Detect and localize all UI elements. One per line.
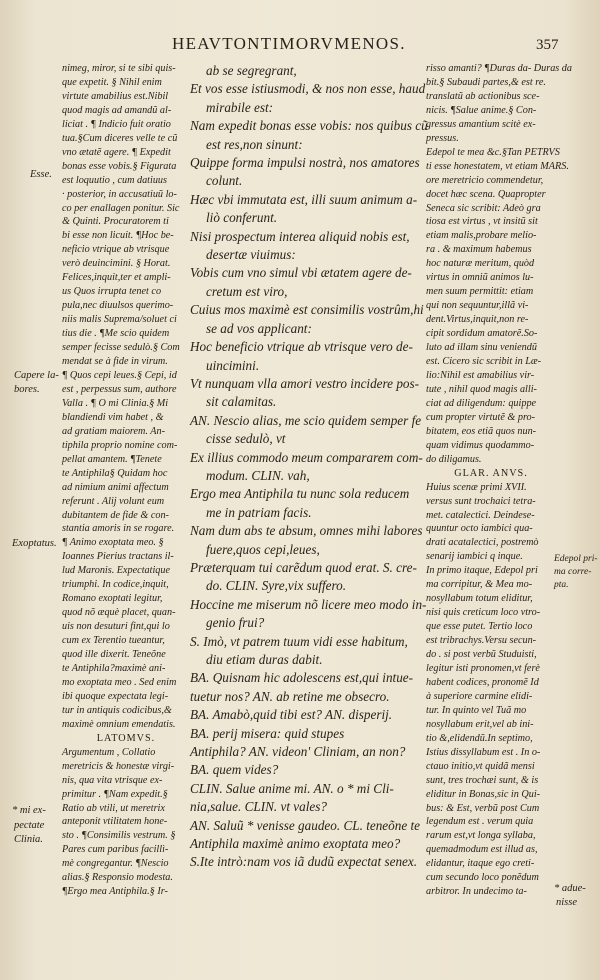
commentary-line: primitur . ¶Nam expedit.§: [62, 788, 168, 800]
commentary-line: ciat ad diligendum: quippe: [426, 397, 537, 409]
commentary-line: pula,nec diuulsos querimo-: [62, 300, 174, 312]
commentary-line: ctauo initio,vt quidã mensi: [426, 760, 535, 772]
commentary-line: nimeg, miror, si te sibi quis-: [62, 63, 176, 74]
verse-line: do. CLIN. Syre,vix suffero.: [206, 578, 347, 594]
commentary-line: semper fecisse sedulò.§ Com: [62, 342, 180, 354]
verse-line: diu etiam duras dabit.: [206, 652, 323, 667]
commentary-line: est loquutio , cum datiuus: [62, 174, 167, 186]
verse-line: Ergo mea Antiphila tu nunc sola reducem: [190, 486, 410, 502]
commentary-line: Pares cum paribus facillì-: [62, 844, 169, 856]
margin-note: Exoptatus.: [12, 538, 57, 549]
verse-line: nia,salue. CLIN. vt vales?: [190, 799, 327, 815]
commentary-line: mo exoptata meo . Sed enim: [62, 676, 177, 688]
verse-line: Nisi prospectum interea aliquid nobis est,: [190, 228, 410, 244]
commentary-line: bi esse non licuit. ¶Hoc be-: [62, 230, 174, 242]
commentary-line: gressus amantium scitè ex-: [426, 118, 536, 130]
margin-note: Esse.: [30, 169, 52, 180]
commentary-line: Felices,inquit,ter et ampli-: [62, 272, 171, 284]
commentary-line: stantia amoris in se rogare.: [62, 523, 175, 535]
verse-line: Antiphila? AN. videon' Cliniam, an non?: [190, 744, 406, 760]
commentary-line: legendum est . verum quia: [426, 816, 534, 828]
verse-line: se ad vos applicant:: [206, 320, 312, 336]
page-number: 357: [536, 37, 559, 53]
commentary-line: dubitantem de fide & con-: [62, 509, 169, 521]
commentary-line: bus: & Est, verbũ post Cum: [426, 802, 540, 814]
commentary-line: hoc naturæ meritum, quòd: [426, 258, 535, 270]
commentary-line: tiphila proprio nomine com-: [62, 439, 178, 451]
commentary-line: est , perpessus sum, authore: [62, 383, 177, 395]
commentary-line: tur. In quinto vel Tuã mo: [426, 704, 527, 716]
commentary-line: do . si post verbũ Studuisti,: [426, 649, 537, 661]
commentary-line: quemadmodum est illud as,: [426, 844, 538, 856]
commentary-line: tur in antiquis codicibus,&: [62, 704, 172, 716]
verse-line: Præterquam tui carẽdum quod erat. S. cre-: [190, 559, 417, 575]
verse-line: tuetur nos? AN. ab retine me obsecro.: [190, 688, 390, 704]
commentary-line: est. Cicero sic scribit in Læ-: [426, 356, 542, 368]
verse-line: fuere,quos cepi,leues,: [206, 541, 320, 557]
verse-line: Quippe forma impulsi nostrà, nos amatores: [190, 155, 420, 171]
commentary-line: triumphi. In codice,inquit,: [62, 579, 169, 591]
margin-note: Clinia.: [14, 834, 43, 845]
verse-line: Antiphila maximè animo exoptata meo?: [190, 836, 401, 852]
commentary-line: bitatem, eos etiã quos nun-: [426, 425, 537, 437]
verse-line: est res,non sinunt:: [206, 136, 303, 152]
commentary-line: & Quinti. Procuratorem ti: [62, 216, 169, 228]
commentary-line: ad nimium animi affectum: [62, 481, 169, 493]
commentary-line: nosyllabum totum eliditur,: [426, 593, 533, 605]
commentary-line: qui non sequuntur,illã vi-: [426, 300, 529, 312]
verse-line: Vobis cum vno simul vbi ætatem agere de-: [190, 265, 412, 281]
commentary-line: docet hæc scena. Quapropter: [426, 188, 546, 200]
commentary-line: blandiendi vim habet , &: [62, 411, 164, 423]
commentary-line: quuntur octo iambici qua-: [426, 523, 533, 535]
commentary-line: verò deuincimini. § Horat.: [62, 258, 171, 270]
commentary-line: sto . ¶Consimilis vestrum. §: [62, 830, 176, 842]
commentary-line: do diligamus.: [426, 453, 482, 465]
commentary-line: ra . & maximum habemus: [426, 244, 532, 256]
commentary-line: Romano exoptati legitur,: [62, 593, 163, 605]
commentary-line: Seneca sic scribit: Adeò gra: [426, 202, 541, 214]
verse-line: BA. quem vides?: [190, 762, 279, 778]
margin-note: bores.: [14, 384, 40, 395]
commentary-line: anteponit vtilitatem hone-: [62, 816, 168, 828]
commentary-line: ¶Ergo mea Antiphila.§ Ir-: [62, 886, 168, 898]
commentary-line: virtus in omniũ animos lu-: [426, 272, 534, 284]
commentary-line: est tribrachys.Versu secun-: [426, 635, 537, 647]
commentary-line: cum propter virtutẽ & pro-: [426, 411, 536, 423]
verse-line: genio frui?: [206, 615, 265, 631]
commentary-line: co per enallagen ponitur. Sic: [62, 202, 180, 214]
verse-line: S.Ite intrò:nam vos iã dudũ expectat senex.: [190, 854, 418, 870]
verse-line: Nam expedit bonas esse vobis: nos quibus cũ: [190, 118, 428, 134]
commentary-line: nicis. ¶Salue anime.§ Con-: [426, 104, 537, 116]
commentary-line: tius die . ¶Me scio quidem: [62, 328, 170, 340]
commentary-line: te Antiphila?maximè ani-: [62, 662, 166, 674]
commentary-line: us Quos irrupta tenet co: [62, 286, 162, 298]
commentary-line: Ratio ab vtili, ut meretrix: [62, 802, 165, 814]
commentary-line: niis malis Suprema/soluet ci: [62, 314, 177, 326]
verse-line: Hoc beneficio vtrique ab vtrisque vero de-: [190, 339, 413, 355]
verse-line: BA. perij misera: quid stupes: [190, 725, 345, 741]
margin-note: nisse: [556, 897, 577, 908]
margin-note: Capere la-: [14, 370, 59, 381]
verse-line: Et vos esse istiusmodi, & nos non esse, haud: [190, 81, 426, 97]
verse-line: liò conferunt.: [206, 210, 278, 226]
commentary-line: versus sunt trochaici tetra-: [426, 495, 536, 507]
commentary-line: cipit sordidum amatorẽ.So-: [426, 328, 538, 340]
commentary-line: met. catalectici. Deindese-: [426, 509, 535, 521]
commentary-line: arbitror. In undecimo ta-: [426, 886, 527, 898]
commentary-line: luto ad illam sinu veniendũ: [426, 342, 537, 354]
commentary-line: ma corripitur, & Mea mo-: [426, 579, 533, 591]
verse-line: colunt.: [206, 173, 243, 189]
commentary-line: quam vidimus quodammo-: [426, 439, 535, 451]
commentary-line: uis non desuturi fint,qui lo: [62, 621, 170, 633]
commentary-line: mendat se à fide in virum.: [62, 356, 168, 368]
commentary-line: In primo itaque, Edepol pri: [426, 565, 538, 577]
verse-line: BA. Amabò,quid tibi est? AN. disperij.: [190, 707, 393, 723]
commentary-line: Istius dissyllabum est . In o-: [426, 746, 541, 758]
margin-note: pta.: [554, 580, 569, 590]
verse-line: Cuius mos maximè est consimilis vostrûm,hi: [190, 302, 424, 318]
commentary-line: eliditur in Bonas,sic in Qui-: [426, 788, 541, 800]
margin-note: * adue-: [554, 883, 586, 894]
commentary-line: lud Maronis. Expectatique: [62, 565, 170, 577]
verse-line: sit calamitas.: [206, 394, 277, 410]
verse-line: cretum est viro,: [206, 283, 288, 299]
commentary-line: maximè omnium emendatis.: [62, 718, 176, 730]
commentary-line: ¶ Animo exoptata meo. §: [62, 537, 164, 549]
commentary-line: que expetit. § Nihil enim: [62, 76, 162, 88]
verse-line: AN. Nescio alias, me scio quidem semper fe: [190, 412, 422, 428]
commentary-line: vno ætatẽ agere. ¶ Expedit: [62, 146, 171, 158]
verse-line: ab se segregrant,: [206, 63, 297, 78]
commentary-line: tua.§Cum diceres velle te cũ: [62, 132, 178, 144]
verse-line: Hoccine me miserum nõ licere meo modo in-: [190, 596, 427, 612]
commentary-line: Valla . ¶ O mi Clinia.§ Mi: [62, 397, 169, 409]
commentary-line: GLAR. ANVS.: [454, 467, 528, 479]
verse-line: S. Imò, vt patrem tuum vidi esse habitum,: [190, 633, 408, 649]
verse-line: mirabile est:: [206, 99, 274, 115]
commentary-line: habent codices, pronomẽ Id: [426, 676, 539, 688]
commentary-line: meretricis & honestæ virgi-: [62, 760, 175, 772]
commentary-line: nisi quis creticum loco vtro-: [426, 607, 541, 619]
commentary-line: quod ille dixerit. Teneõne: [62, 649, 166, 661]
commentary-line: legitur isti pronomen,vt ferè: [426, 662, 540, 674]
commentary-line: men suum permittit: etiam: [426, 286, 534, 298]
commentary-line: Edepol te mea &c.§Tan PETRVS: [426, 146, 560, 158]
commentary-line: alias.§ Responsio modesta.: [62, 872, 173, 884]
margin-note: Edepol pri-: [554, 554, 598, 564]
commentary-line: ibi quoque expectata legi-: [62, 690, 169, 702]
commentary-line: pressus.: [426, 132, 459, 144]
commentary-line: quod magis ad amandũ al-: [62, 104, 172, 116]
commentary-line: sunt, tres trochæi sunt, & is: [426, 774, 539, 786]
commentary-line: drati acatalectici, postremò: [426, 537, 539, 549]
verse-line: AN. Saluũ * venisse gaudeo. CL. teneõne te: [190, 817, 421, 833]
commentary-line: risso amanti? ¶Duras da- Duras da: [426, 63, 572, 74]
commentary-line: virtute amabilius est.Nibil: [62, 90, 169, 102]
commentary-line: à superiore carmine elidi-: [426, 690, 533, 702]
commentary-line: tiosa est virtus , vt insitũ sit: [426, 216, 538, 228]
running-title: HEAVTONTIMORVMENOS.: [172, 34, 406, 53]
commentary-line: ore meretricio commendetur,: [426, 174, 544, 186]
commentary-line: tute , nihil quod magis alli-: [426, 383, 537, 395]
commentary-line: translatũ ab actionibus sce-: [426, 90, 540, 102]
verse-line: modum. CLIN. vah,: [206, 467, 310, 483]
margin-note: ma corre-: [554, 567, 592, 577]
commentary-line: mè congregantur. ¶Nescio: [62, 858, 169, 870]
commentary-line: · posterior, in accusatiuũ lo-: [62, 188, 177, 200]
commentary-line: liciat . ¶ Indicio fuit oratio: [62, 118, 171, 130]
commentary-line: quod nõ æquè placet, quan-: [62, 607, 176, 619]
verse-line: cisse sedulò, vt: [206, 431, 286, 447]
commentary-line: cum ex Terentio tueantur,: [62, 635, 165, 647]
commentary-line: te Antiphila§ Quidam hoc: [62, 467, 168, 479]
commentary-line: nis, qua vita vtrisque ex-: [62, 774, 163, 786]
margin-note: * mi ex-: [12, 805, 46, 816]
commentary-line: Argumentum , Collatio: [62, 746, 156, 758]
commentary-line: referunt . Alij volunt eum: [62, 495, 165, 507]
commentary-line: que esse putet. Tertio loco: [426, 621, 533, 633]
commentary-line: ¶ Quos cepi leues.§ Cepi, id: [62, 369, 177, 381]
commentary-line: rarum est,vt longa syllaba,: [426, 830, 536, 842]
verse-line: uincimini.: [206, 357, 260, 373]
margin-note: pectate: [14, 820, 45, 831]
commentary-line: pellat amantem. ¶Tenete: [62, 453, 162, 465]
commentary-line: senarij iambici q inque.: [426, 551, 523, 563]
commentary-line: ad gratiam maiorem. An-: [62, 425, 166, 437]
commentary-line: cum secundo loco ponẽdum: [426, 872, 539, 884]
verse-line: BA. Quisnam hic adolescens est,qui intue-: [190, 670, 414, 686]
commentary-line: LATOMVS.: [96, 732, 156, 744]
commentary-line: Ioannes Pierius tractans il-: [62, 551, 174, 563]
commentary-line: dent.Virtus,inquit,non re-: [426, 314, 529, 326]
commentary-line: neficio vtrique ab vtrisque: [62, 244, 170, 256]
commentary-line: bonas esse vobis.§ Figurata: [62, 160, 177, 172]
verse-line: CLIN. Salue anime mi. AN. o * mi Cli-: [190, 780, 394, 796]
commentary-line: lio:Nihil est amabilius vir-: [426, 369, 535, 381]
commentary-line: elidantur, itaque ego creti-: [426, 858, 535, 870]
commentary-line: Huius scenæ primi XVII.: [426, 481, 527, 493]
commentary-line: tio &,elidendũ.In septimo,: [426, 732, 533, 744]
commentary-line: etiam malis,probare melio-: [426, 230, 537, 242]
commentary-line: ti esse honestatem, vt etiam MARS.: [426, 160, 569, 172]
verse-line: Nam dum abs te absum, omnes mihi labores: [190, 523, 423, 539]
verse-line: Hæc vbi immutata est, illi suum animum a-: [190, 191, 418, 207]
play-text-column: [190, 62, 428, 872]
verse-line: Ex illius commodo meum compararem com-: [190, 449, 423, 465]
commentary-column-left: [62, 62, 190, 899]
verse-line: me in patriam facis.: [206, 504, 312, 520]
commentary-line: bit.§ Subaudi partes,& est re.: [426, 76, 546, 88]
verse-line: Vt nunquam vlla amori vestro incidere pos-: [190, 375, 420, 391]
verse-line: desertæ viuimus:: [206, 247, 296, 263]
commentary-line: nosyllabum erit,vel ab ini-: [426, 718, 534, 730]
